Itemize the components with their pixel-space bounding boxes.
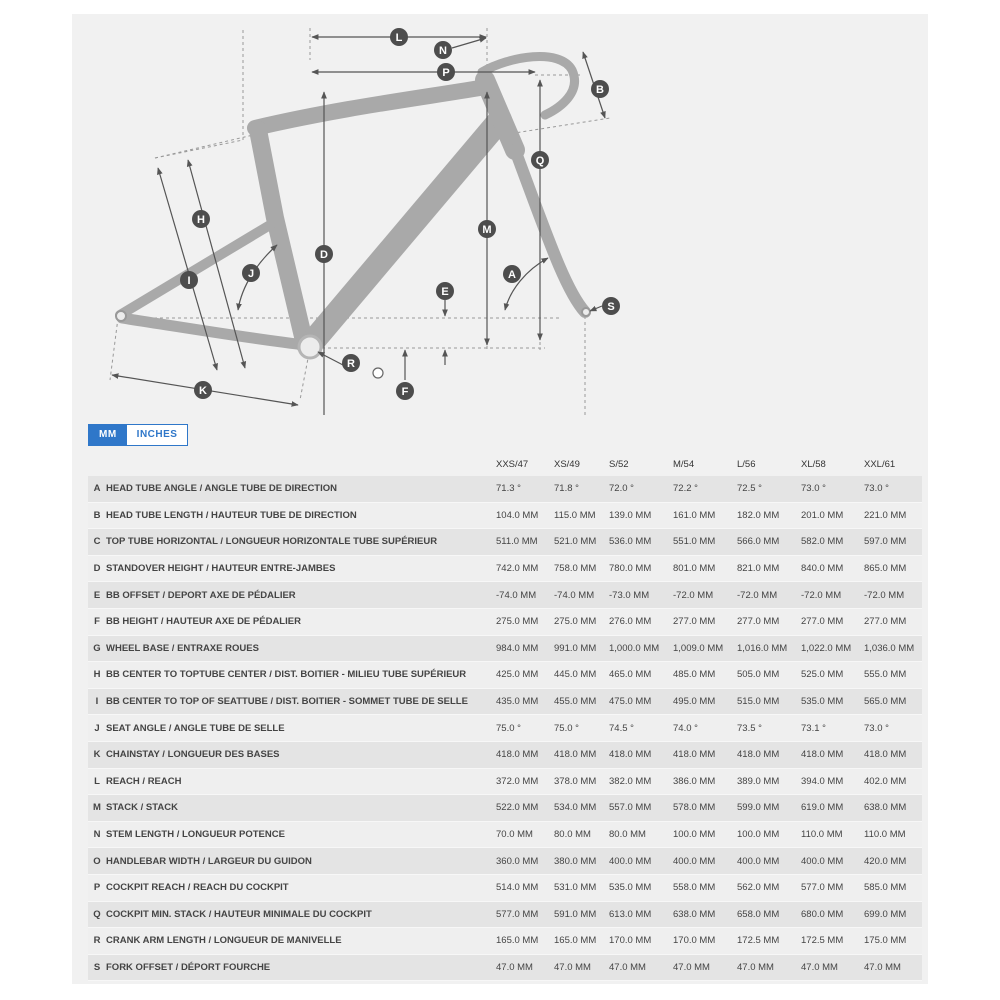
marker-J-badge bbox=[242, 264, 260, 282]
row-value: 275.0 MM bbox=[554, 608, 609, 635]
row-value: 680.0 MM bbox=[801, 901, 864, 928]
row-letter: G bbox=[88, 635, 106, 662]
row-value: 71.8 ° bbox=[554, 476, 609, 502]
row-value: 372.0 MM bbox=[496, 768, 554, 795]
row-measurement-name: SEAT ANGLE / ANGLE TUBE DE SELLE bbox=[106, 715, 496, 742]
row-value: 865.0 MM bbox=[864, 555, 922, 582]
table-row bbox=[88, 795, 922, 822]
row-measurement-name: REACH / REACH bbox=[106, 768, 496, 795]
row-value: 380.0 MM bbox=[554, 848, 609, 875]
row-value: 485.0 MM bbox=[673, 662, 737, 689]
row-value: 100.0 MM bbox=[673, 821, 737, 848]
row-value: 445.0 MM bbox=[554, 662, 609, 689]
marker-H: H bbox=[197, 214, 205, 226]
row-value: 360.0 MM bbox=[496, 848, 554, 875]
marker-A: A bbox=[508, 269, 516, 281]
row-value: 400.0 MM bbox=[737, 848, 801, 875]
row-value: 558.0 MM bbox=[673, 874, 737, 901]
row-value: 511.0 MM bbox=[496, 529, 554, 556]
row-value: 73.0 ° bbox=[801, 476, 864, 502]
marker-R-badge bbox=[342, 354, 360, 372]
marker-P-badge bbox=[437, 63, 455, 81]
marker-P: P bbox=[442, 67, 450, 79]
table-row bbox=[88, 821, 922, 848]
table-row bbox=[88, 529, 922, 556]
row-value: 551.0 MM bbox=[673, 529, 737, 556]
row-value: 275.0 MM bbox=[496, 608, 554, 635]
row-value: 74.5 ° bbox=[609, 715, 673, 742]
row-measurement-name: COCKPIT REACH / REACH DU COCKPIT bbox=[106, 874, 496, 901]
table-row bbox=[88, 608, 922, 635]
row-value: 585.0 MM bbox=[864, 874, 922, 901]
row-value: 1,009.0 MM bbox=[673, 635, 737, 662]
row-value: 418.0 MM bbox=[673, 741, 737, 768]
row-value: 110.0 MM bbox=[801, 821, 864, 848]
row-value: 525.0 MM bbox=[801, 662, 864, 689]
row-value: 276.0 MM bbox=[609, 608, 673, 635]
row-value: 277.0 MM bbox=[801, 608, 864, 635]
row-letter: L bbox=[88, 768, 106, 795]
row-value: 566.0 MM bbox=[737, 529, 801, 556]
size-header: XXL/61 bbox=[864, 458, 896, 470]
row-value: 531.0 MM bbox=[554, 874, 609, 901]
row-letter: K bbox=[88, 741, 106, 768]
row-value: 170.0 MM bbox=[609, 928, 673, 955]
row-measurement-name: BB CENTER TO TOPTUBE CENTER / DIST. BOITIER - MILIEU TUBE SUPÉRIEUR bbox=[106, 662, 496, 689]
row-value: 201.0 MM bbox=[801, 502, 864, 529]
row-measurement-name: CHAINSTAY / LONGUEUR DES BASES bbox=[106, 741, 496, 768]
marker-F: F bbox=[401, 386, 409, 398]
row-value: 534.0 MM bbox=[554, 795, 609, 822]
row-value: -74.0 MM bbox=[554, 582, 609, 609]
marker-B: B bbox=[596, 84, 604, 96]
row-measurement-name: STANDOVER HEIGHT / HAUTEUR ENTRE-JAMBES bbox=[106, 555, 496, 582]
table-row bbox=[88, 901, 922, 928]
row-value: -74.0 MM bbox=[496, 582, 554, 609]
table-row bbox=[88, 555, 922, 582]
row-letter: C bbox=[88, 529, 106, 556]
table-row bbox=[88, 928, 922, 955]
marker-E: E bbox=[441, 286, 449, 298]
row-value: 394.0 MM bbox=[801, 768, 864, 795]
row-letter: S bbox=[88, 954, 106, 981]
row-value: 420.0 MM bbox=[864, 848, 922, 875]
row-value: 514.0 MM bbox=[496, 874, 554, 901]
row-value: 505.0 MM bbox=[737, 662, 801, 689]
marker-D-badge bbox=[315, 245, 333, 263]
marker-M: M bbox=[482, 224, 492, 236]
row-value: 577.0 MM bbox=[496, 901, 554, 928]
row-letter: H bbox=[88, 662, 106, 689]
marker-N: N bbox=[439, 45, 447, 57]
row-value: 418.0 MM bbox=[609, 741, 673, 768]
row-value: 699.0 MM bbox=[864, 901, 922, 928]
unit-inches-button[interactable]: INCHES bbox=[136, 429, 178, 440]
row-value: 400.0 MM bbox=[801, 848, 864, 875]
row-measurement-name: BB OFFSET / DEPORT AXE DE PÉDALIER bbox=[106, 582, 496, 609]
table-row bbox=[88, 768, 922, 795]
bike-frame bbox=[120, 57, 585, 345]
row-value: 758.0 MM bbox=[554, 555, 609, 582]
row-measurement-name: WHEEL BASE / ENTRAXE ROUES bbox=[106, 635, 496, 662]
row-value: 161.0 MM bbox=[673, 502, 737, 529]
table-row bbox=[88, 688, 922, 715]
row-value: 221.0 MM bbox=[864, 502, 922, 529]
marker-K-badge bbox=[194, 381, 212, 399]
row-measurement-name: HEAD TUBE ANGLE / ANGLE TUBE DE DIRECTION bbox=[106, 476, 496, 502]
marker-Q-badge bbox=[531, 151, 549, 169]
marker-K: K bbox=[199, 385, 207, 397]
row-value: 74.0 ° bbox=[673, 715, 737, 742]
row-value: 578.0 MM bbox=[673, 795, 737, 822]
table-row bbox=[88, 741, 922, 768]
row-value: 73.0 ° bbox=[864, 715, 922, 742]
row-value: 47.0 MM bbox=[737, 954, 801, 981]
row-value: 80.0 MM bbox=[609, 821, 673, 848]
front-dropout bbox=[582, 308, 590, 316]
row-value: 535.0 MM bbox=[801, 688, 864, 715]
row-value: 591.0 MM bbox=[554, 901, 609, 928]
row-value: 599.0 MM bbox=[737, 795, 801, 822]
row-value: 170.0 MM bbox=[673, 928, 737, 955]
row-letter: D bbox=[88, 555, 106, 582]
row-value: 110.0 MM bbox=[864, 821, 922, 848]
row-measurement-name: BB HEIGHT / HAUTEUR AXE DE PÉDALIER bbox=[106, 608, 496, 635]
row-value: 73.0 ° bbox=[864, 476, 922, 502]
row-measurement-name: HEAD TUBE LENGTH / HAUTEUR TUBE DE DIRECTION bbox=[106, 502, 496, 529]
marker-R: R bbox=[347, 358, 355, 370]
guide-lines bbox=[110, 28, 610, 418]
geometry-table bbox=[88, 452, 922, 981]
row-value: 47.0 MM bbox=[864, 954, 922, 981]
row-value: 47.0 MM bbox=[496, 954, 554, 981]
row-value: 182.0 MM bbox=[737, 502, 801, 529]
row-measurement-name: FORK OFFSET / DÉPORT FOURCHE bbox=[106, 954, 496, 981]
row-letter: O bbox=[88, 848, 106, 875]
row-value: 658.0 MM bbox=[737, 901, 801, 928]
row-value: 597.0 MM bbox=[864, 529, 922, 556]
row-measurement-name: STEM LENGTH / LONGUEUR POTENCE bbox=[106, 821, 496, 848]
row-value: 418.0 MM bbox=[496, 741, 554, 768]
marker-F-badge bbox=[396, 382, 414, 400]
row-value: 1,036.0 MM bbox=[864, 635, 922, 662]
row-value: 75.0 ° bbox=[496, 715, 554, 742]
size-header: XS/49 bbox=[554, 458, 580, 470]
row-letter: M bbox=[88, 795, 106, 822]
row-value: 418.0 MM bbox=[801, 741, 864, 768]
row-value: 425.0 MM bbox=[496, 662, 554, 689]
row-value: 378.0 MM bbox=[554, 768, 609, 795]
row-value: 72.0 ° bbox=[609, 476, 673, 502]
row-letter: P bbox=[88, 874, 106, 901]
table-row bbox=[88, 848, 922, 875]
row-value: 47.0 MM bbox=[609, 954, 673, 981]
marker-E-badge bbox=[436, 282, 454, 300]
row-letter: E bbox=[88, 582, 106, 609]
row-letter: B bbox=[88, 502, 106, 529]
row-value: 455.0 MM bbox=[554, 688, 609, 715]
row-measurement-name: HANDLEBAR WIDTH / LARGEUR DU GUIDON bbox=[106, 848, 496, 875]
table-header-row bbox=[88, 452, 922, 476]
marker-H-badge bbox=[192, 210, 210, 228]
row-value: 435.0 MM bbox=[496, 688, 554, 715]
row-value: 1,016.0 MM bbox=[737, 635, 801, 662]
row-value: 172.5 MM bbox=[737, 928, 801, 955]
row-measurement-name: BB CENTER TO TOP OF SEATTUBE / DIST. BOITIER - SOMMET TUBE DE SELLE bbox=[106, 688, 496, 715]
row-value: 75.0 ° bbox=[554, 715, 609, 742]
row-value: 801.0 MM bbox=[673, 555, 737, 582]
table-row bbox=[88, 954, 922, 981]
row-value: 619.0 MM bbox=[801, 795, 864, 822]
row-value: 47.0 MM bbox=[801, 954, 864, 981]
size-header: M/54 bbox=[673, 458, 695, 470]
unit-mm-button[interactable]: MM bbox=[89, 425, 127, 445]
row-measurement-name: CRANK ARM LENGTH / LONGUEUR DE MANIVELLE bbox=[106, 928, 496, 955]
marker-L: L bbox=[395, 32, 403, 44]
row-value: 515.0 MM bbox=[737, 688, 801, 715]
row-value: 73.1 ° bbox=[801, 715, 864, 742]
pedal-circle bbox=[373, 368, 383, 378]
row-value: 557.0 MM bbox=[609, 795, 673, 822]
row-letter: N bbox=[88, 821, 106, 848]
row-value: 100.0 MM bbox=[737, 821, 801, 848]
table-row bbox=[88, 662, 922, 689]
row-value: 638.0 MM bbox=[673, 901, 737, 928]
row-value: 475.0 MM bbox=[609, 688, 673, 715]
row-value: 400.0 MM bbox=[609, 848, 673, 875]
row-value: 47.0 MM bbox=[673, 954, 737, 981]
row-value: -72.0 MM bbox=[737, 582, 801, 609]
row-value: 139.0 MM bbox=[609, 502, 673, 529]
frame-geometry-diagram bbox=[0, 0, 1000, 420]
row-value: 400.0 MM bbox=[673, 848, 737, 875]
row-value: 47.0 MM bbox=[554, 954, 609, 981]
row-letter: R bbox=[88, 928, 106, 955]
row-value: 418.0 MM bbox=[554, 741, 609, 768]
row-value: 638.0 MM bbox=[864, 795, 922, 822]
unit-toggle bbox=[88, 424, 188, 446]
row-value: 277.0 MM bbox=[673, 608, 737, 635]
row-letter: Q bbox=[88, 901, 106, 928]
row-value: -73.0 MM bbox=[609, 582, 673, 609]
row-value: 72.2 ° bbox=[673, 476, 737, 502]
row-value: 565.0 MM bbox=[864, 688, 922, 715]
row-measurement-name: COCKPIT MIN. STACK / HAUTEUR MINIMALE DU COCKPIT bbox=[106, 901, 496, 928]
marker-A-badge bbox=[503, 265, 521, 283]
marker-B-badge bbox=[591, 80, 609, 98]
row-value: 465.0 MM bbox=[609, 662, 673, 689]
row-value: 613.0 MM bbox=[609, 901, 673, 928]
row-value: 577.0 MM bbox=[801, 874, 864, 901]
row-value: 984.0 MM bbox=[496, 635, 554, 662]
row-value: 555.0 MM bbox=[864, 662, 922, 689]
row-value: 840.0 MM bbox=[801, 555, 864, 582]
row-value: 277.0 MM bbox=[864, 608, 922, 635]
row-letter: J bbox=[88, 715, 106, 742]
row-value: 536.0 MM bbox=[609, 529, 673, 556]
row-value: 535.0 MM bbox=[609, 874, 673, 901]
size-header: XL/58 bbox=[801, 458, 826, 470]
row-letter: F bbox=[88, 608, 106, 635]
marker-Q: Q bbox=[535, 155, 545, 167]
row-value: 71.3 ° bbox=[496, 476, 554, 502]
marker-J: J bbox=[247, 268, 255, 280]
row-value: 742.0 MM bbox=[496, 555, 554, 582]
table-row bbox=[88, 715, 922, 742]
row-value: 1,022.0 MM bbox=[801, 635, 864, 662]
size-header: S/52 bbox=[609, 458, 629, 470]
marker-L-badge bbox=[390, 28, 408, 46]
row-value: -72.0 MM bbox=[864, 582, 922, 609]
bottom-bracket bbox=[299, 336, 321, 358]
row-value: -72.0 MM bbox=[673, 582, 737, 609]
row-value: 522.0 MM bbox=[496, 795, 554, 822]
row-letter: I bbox=[88, 688, 106, 715]
row-value: 821.0 MM bbox=[737, 555, 801, 582]
table-row bbox=[88, 582, 922, 609]
row-value: 418.0 MM bbox=[737, 741, 801, 768]
row-value: 165.0 MM bbox=[496, 928, 554, 955]
row-value: 104.0 MM bbox=[496, 502, 554, 529]
row-value: 382.0 MM bbox=[609, 768, 673, 795]
row-value: 72.5 ° bbox=[737, 476, 801, 502]
row-value: 80.0 MM bbox=[554, 821, 609, 848]
size-header: XXS/47 bbox=[496, 458, 529, 470]
row-measurement-name: TOP TUBE HORIZONTAL / LONGUEUR HORIZONTALE TUBE SUPÉRIEUR bbox=[106, 529, 496, 556]
row-measurement-name: STACK / STACK bbox=[106, 795, 496, 822]
table-row bbox=[88, 502, 922, 529]
row-value: -72.0 MM bbox=[801, 582, 864, 609]
marker-N-badge bbox=[434, 41, 452, 59]
row-value: 172.5 MM bbox=[801, 928, 864, 955]
row-value: 175.0 MM bbox=[864, 928, 922, 955]
row-value: 780.0 MM bbox=[609, 555, 673, 582]
rear-dropout bbox=[116, 311, 126, 321]
marker-D: D bbox=[320, 249, 328, 261]
marker-S: S bbox=[607, 301, 615, 313]
table-row bbox=[88, 476, 922, 502]
row-value: 73.5 ° bbox=[737, 715, 801, 742]
row-value: 70.0 MM bbox=[496, 821, 554, 848]
row-value: 165.0 MM bbox=[554, 928, 609, 955]
marker-I-badge bbox=[180, 271, 198, 289]
row-value: 521.0 MM bbox=[554, 529, 609, 556]
row-value: 402.0 MM bbox=[864, 768, 922, 795]
row-value: 991.0 MM bbox=[554, 635, 609, 662]
row-value: 115.0 MM bbox=[554, 502, 609, 529]
marker-I: I bbox=[187, 275, 191, 287]
table-row bbox=[88, 874, 922, 901]
row-value: 582.0 MM bbox=[801, 529, 864, 556]
table-row bbox=[88, 635, 922, 662]
row-value: 389.0 MM bbox=[737, 768, 801, 795]
marker-S-badge bbox=[602, 297, 620, 315]
row-value: 418.0 MM bbox=[864, 741, 922, 768]
row-value: 386.0 MM bbox=[673, 768, 737, 795]
row-value: 495.0 MM bbox=[673, 688, 737, 715]
size-header: L/56 bbox=[737, 458, 756, 470]
row-letter: A bbox=[88, 476, 106, 502]
row-value: 277.0 MM bbox=[737, 608, 801, 635]
marker-M-badge bbox=[478, 220, 496, 238]
row-value: 1,000.0 MM bbox=[609, 635, 673, 662]
row-value: 562.0 MM bbox=[737, 874, 801, 901]
